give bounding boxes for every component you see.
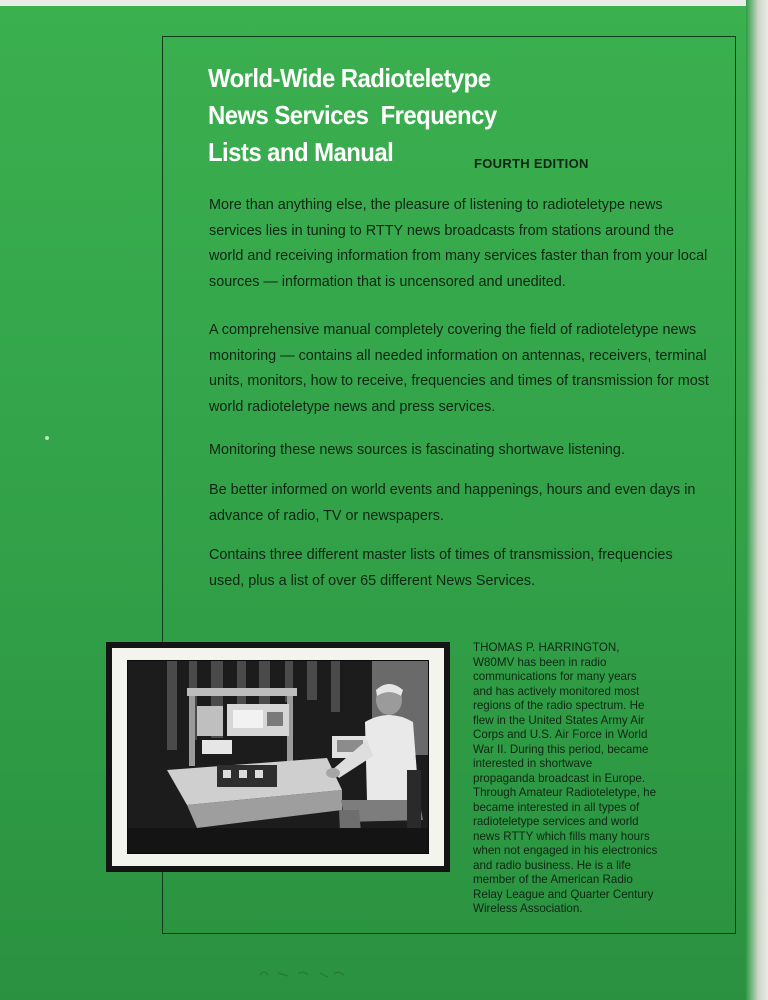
bio-line: news RTTY which fills many hours <box>473 829 650 843</box>
title-line-2: News Services Frequency <box>208 100 497 130</box>
title-line-1: World-Wide Radioteletype <box>208 63 491 93</box>
bio-line: Corps and U.S. Air Force in World <box>473 728 648 741</box>
paragraph-contents: Contains three different master lists of times of transmission, frequencies used, plus a list of over 65 different News Services. <box>209 547 673 589</box>
bio-line: became interested in all types of <box>473 800 640 814</box>
author-at-radio-station-image <box>127 660 429 854</box>
author-bio <box>473 641 703 917</box>
paragraph-monitoring: Monitoring these news sources is fascinating shortwave listening. <box>209 442 625 458</box>
bio-line: radioteletype services and world <box>473 815 639 828</box>
book-title <box>208 60 558 171</box>
bio-line: and radio business. He is a life <box>473 858 631 872</box>
bio-line: Through Amateur Radioteletype, he <box>473 786 657 799</box>
bio-line: communications for many years <box>473 670 637 683</box>
bio-line: W80MV has been in radio <box>473 655 607 669</box>
author-photo-frame <box>106 642 450 872</box>
bio-line: THOMAS P. HARRINGTON, <box>473 641 620 654</box>
paragraph-informed: Be better informed on world events and happenings, hours and even days in advance of radio, TV or newspapers. <box>209 482 696 524</box>
bio-line: War II. During this period, became <box>473 742 649 756</box>
author-photo <box>127 660 429 854</box>
bio-line: regions of the radio spectrum. He <box>473 699 645 712</box>
edition-label: FOURTH EDITION <box>474 156 589 171</box>
paragraph-intro: More than anything else, the pleasure of listening to radioteletype news services lies in tuning to RTTY news broadcasts from stations around the world and receiving information from many services faster than from your local sources — information that is uncensored and unedited. <box>209 197 708 290</box>
bio-line: propaganda broadcast in Europe. <box>473 771 646 785</box>
bio-line: flew in the United States Army Air <box>473 713 645 727</box>
bio-line: interested in shortwave <box>473 757 593 770</box>
pencil-smudge-mark <box>258 967 348 981</box>
page-edge-right <box>746 0 768 1000</box>
title-line-3: Lists and Manual <box>208 137 394 167</box>
author-photo-mat <box>112 648 444 866</box>
bio-line: member of the American Radio <box>473 873 633 886</box>
bio-line: and has actively monitored most <box>473 684 640 698</box>
bio-line: Wireless Association. <box>473 902 583 915</box>
bio-line: when not engaged in his electronics <box>473 844 658 857</box>
page-edge-top <box>0 0 768 6</box>
paragraph-manual: A comprehensive manual completely covering the field of radioteletype news monitoring — contains all needed information on antennas, receivers, terminal units, monitors, how to receive, frequencies and times of transmission for most world radioteletype news and press services. <box>209 322 709 415</box>
paper-speck <box>45 436 49 440</box>
bio-line: Relay League and Quarter Century <box>473 887 654 901</box>
